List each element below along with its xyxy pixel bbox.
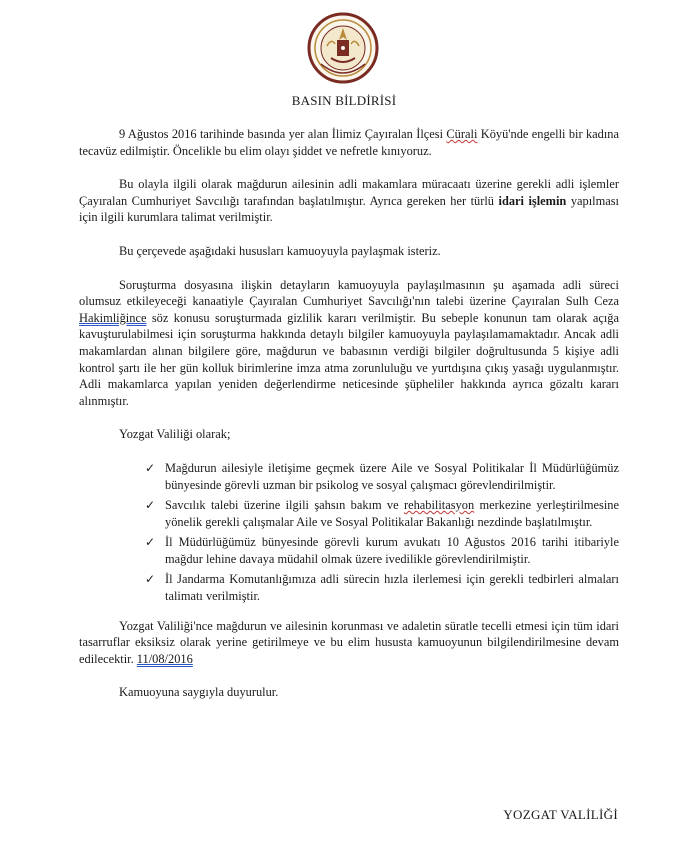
paragraph-7: Kamuoyuna saygıyla duyurulur. <box>119 685 279 700</box>
document-title: BASIN BİLDİRİSİ <box>291 93 397 108</box>
date-text: 11/08/2016 <box>136 651 193 666</box>
yozgat-valiligi-seal-icon <box>307 12 379 84</box>
text-span: Bu olayla ilgili olarak mağdurun ailesinin adli makamlara müracaatı üzerine gerekli adli işlemler Çayıralan Cumhuriyet Savcılığı tarafından başlatılmıştır. Ayrıca gereken her türlü <box>79 177 619 208</box>
paragraph-1 <box>79 126 619 159</box>
paragraph-6 <box>79 618 619 668</box>
paragraph-4 <box>79 277 619 410</box>
paragraph-3: Bu çerçevede aşağıdaki hususları kamuoyuyla paylaşmak isteriz. <box>119 243 441 258</box>
text-span: Köyü'nde engelli bir kadına tecavüz edilmiştir. Öncelikle bu elim olayı şiddet ve nefretle kınıyoruz. <box>79 127 619 158</box>
text-span: 9 Ağustos 2016 tarihinde basında yer alan İlimiz Çayıralan İlçesi <box>119 127 447 141</box>
misspelled-word: rehabilitasyon <box>403 498 475 513</box>
text-span: Savcılık talebi üzerine ilgili şahsın bakım ve <box>165 498 404 513</box>
text-span: Yozgat Valiliği'nce mağdurun ve ailesinin korunması ve adaletin süratle tecelli etmesi için tüm idari tasarruflar eksiksiz olarak yerine getirilmeye ve bu elim hususta kamuoyunun bilgilendirilmesine devam edilecektir. <box>79 618 619 666</box>
action-list <box>79 460 619 605</box>
checkmark-icon: ✓ <box>145 498 156 513</box>
bold-phrase: idari işlemin <box>498 193 567 208</box>
paragraph-5: Yozgat Valiliği olarak; <box>119 427 231 442</box>
text-span: söz konusu soruşturmada gizlilik kararı verilmiştir. Bu sebeple konunun tam olarak açığa kavuşturulabilmesi için soruşturma hakkında detaylı bilgiler kamuoyuyla paylaşılamamaktadır. Ancak adli makamlardan alınan bilgilere göre, mağdurun ve babasının verdiği bilgiler doğrultusunda 5 kişiye adli kontrol şartı ile her gün kolluk birimlerine imza atma zorunluluğu ve yurtdışına çıkış yasağı uygulanmıştır. Adli makamlarca yapılan yeniden değerlendirme neticesinde şüpheliler hakkında ayrıca gözaltı kararı alınmıştır. <box>79 310 619 408</box>
checkmark-icon: ✓ <box>145 535 156 550</box>
text-span: Soruşturma dosyasına ilişkin detayların kamuoyuyla paylaşılmasının şu aşamada adli süreci olumsuz etkileyeceği kanaatiyle Çayıralan Cumhuriyet Savcılığı'nın talebi üzerine Çayıralan Sulh Ceza <box>79 277 619 309</box>
list-item <box>145 460 619 493</box>
checkmark-icon: ✓ <box>145 460 156 475</box>
text-span: yapılması için ilgili kurumlara talimat verilmiştir. <box>79 193 619 225</box>
text-span: Mağdurun ailesiyle iletişime geçmek üzere Aile ve Sosyal Politikalar İl Müdürlüğümüz bünyesinde görevli uzman bir psikolog ve sosyal çalışmacı görevlendirilmiştir. <box>165 460 619 492</box>
text-span: İl Jandarma Komutanlığımıza adli sürecin hızla ilerlemesi için gerekli tedbirleri almaları talimatı verilmiştir. <box>165 572 619 604</box>
text-span: İl Müdürlüğümüz bünyesinde görevli kurum avukatı 10 Ağustos 2016 tarihi itibariyle mağdur lehine davaya müdahil olmak üzere ivedilikle görevlendirilmiştir. <box>165 535 619 566</box>
list-item <box>145 534 619 567</box>
checkmark-icon: ✓ <box>145 572 156 587</box>
flagged-word: Hakimliğince <box>79 310 147 325</box>
list-item <box>145 571 619 604</box>
list-item <box>145 497 619 530</box>
misspelled-word: Cürali <box>446 127 478 141</box>
signature-block: YOZGAT VALİLİĞİ <box>503 807 618 822</box>
paragraph-2 <box>79 176 619 226</box>
document-body <box>79 126 619 718</box>
text-span: merkezine yerleştirilmesine yönelik gerekli çalışmalar Aile ve Sosyal Politikalar Bakanlığı nezdinde başlatılmıştır. <box>165 498 619 529</box>
